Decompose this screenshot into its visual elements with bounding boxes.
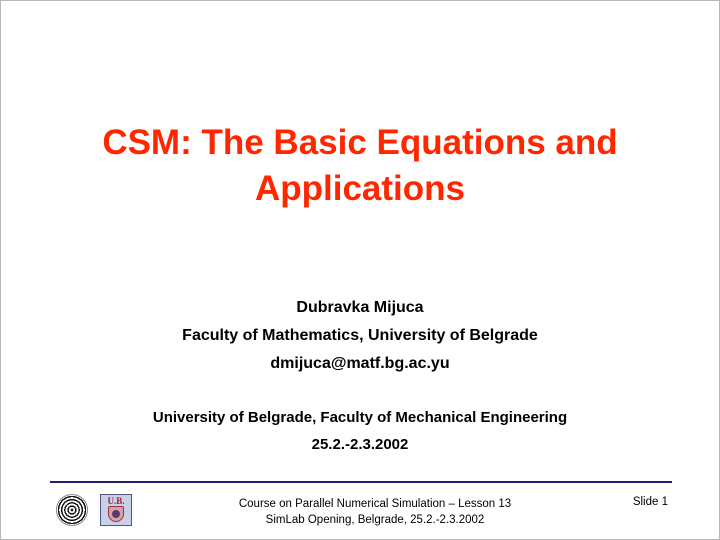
- slide-footer: [50, 490, 672, 534]
- author-affiliation: Faculty of Mathematics, University of Belgrade: [182, 327, 538, 344]
- footer-logo-group: [56, 494, 132, 526]
- venue-dates: 25.2.-2.3.2002: [311, 436, 409, 453]
- footer-center-text: [160, 496, 590, 528]
- venue-block: [60, 404, 660, 458]
- halftone-sphere-logo-icon: [56, 494, 88, 526]
- footer-divider-rule: [50, 481, 672, 483]
- footer-course-line: Course on Parallel Numerical Simulation – Lesson 13: [238, 498, 512, 510]
- slide-title: [50, 120, 670, 212]
- crest-shield-shape: [108, 506, 124, 522]
- author-email: dmijuca@matf.bg.ac.yu: [270, 355, 450, 372]
- venue-institution: University of Belgrade, Faculty of Mechanical Engineering: [152, 409, 568, 426]
- author-name: Dubravka Mijuca: [296, 299, 424, 316]
- university-crest-logo-icon: [100, 494, 132, 526]
- slide-number: Slide 1: [632, 496, 668, 508]
- author-block: [60, 294, 660, 378]
- slide-title-line-1: CSM: The Basic Equations and: [102, 123, 618, 162]
- crest-label: U.B.: [107, 496, 125, 506]
- footer-event-line: SimLab Opening, Belgrade, 25.2.-2.3.2002: [265, 514, 485, 526]
- slide-title-line-2: Applications: [254, 169, 466, 208]
